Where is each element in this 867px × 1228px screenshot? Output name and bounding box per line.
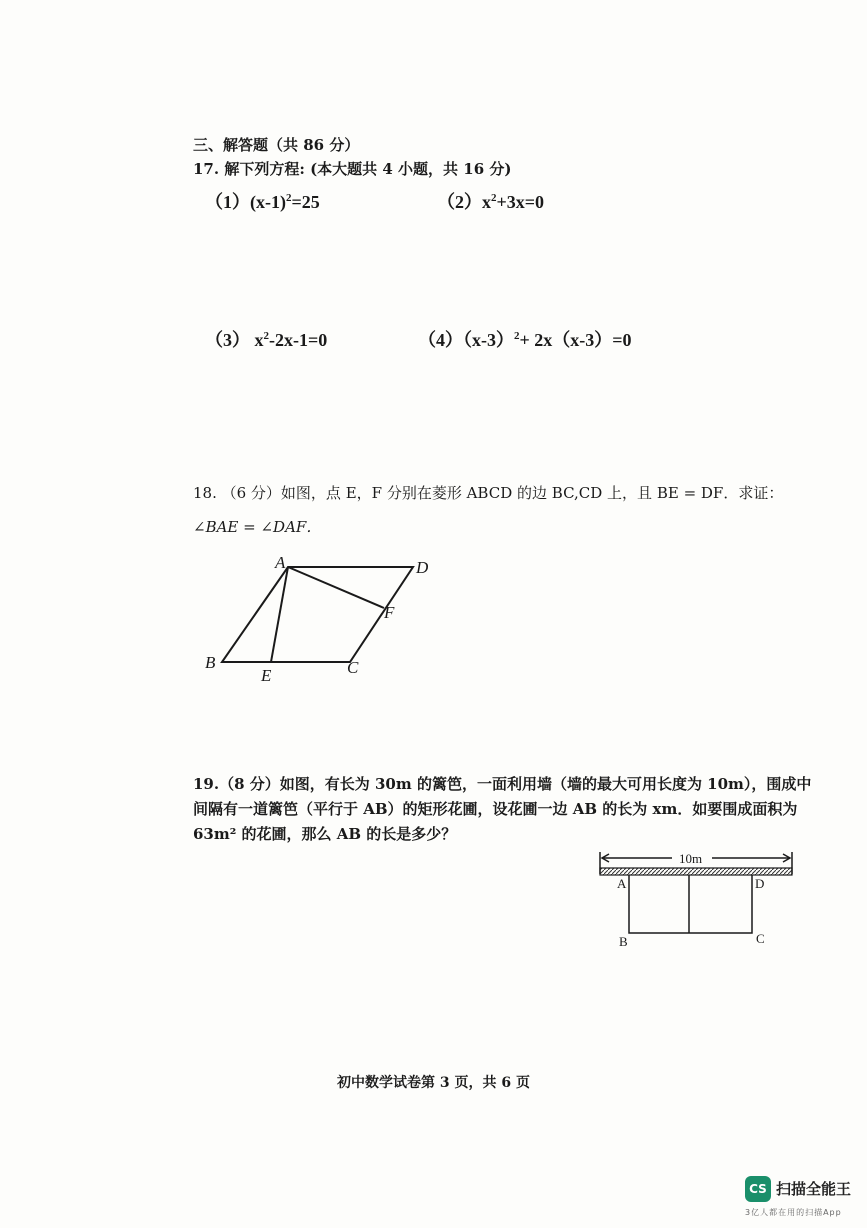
equation-3: （3） $x^2-2x-1=0$ [205, 330, 328, 350]
garden-fence [629, 875, 752, 933]
label-d: D [416, 558, 429, 577]
label-c: C [347, 658, 359, 677]
label-b: B [619, 934, 628, 949]
label-e: E [261, 666, 272, 685]
segment-ae [271, 567, 288, 662]
label-d: D [755, 876, 765, 891]
scanner-tagline: 3亿人都在用的扫描App [745, 1208, 842, 1217]
wall-length-label: 10m [679, 851, 703, 866]
scanner-app-name: 扫描全能王 [776, 1180, 852, 1198]
segment-af [288, 567, 384, 608]
label-a: A [275, 553, 286, 572]
rhombus-figure [195, 550, 445, 690]
section-heading: 三、解答题（共 86 分） [193, 136, 360, 154]
label-a: A [617, 876, 627, 891]
label-b: B [205, 653, 216, 672]
equation-4: $(4)(x-3)^2+ 2x(x-3)=0$ [418, 330, 632, 350]
label-c: C [756, 931, 765, 946]
question-18-claim: ∠BAE = ∠DAF． [193, 518, 322, 536]
label-f: F [384, 603, 395, 622]
question-18-text: 18. （6 分）如图，点 E，F 分别在菱形 ABCD 的边 BC,CD 上，且 BE = DF．求证： [193, 484, 784, 502]
page-footer: 初中数学试卷第 3 页，共 6 页 [337, 1075, 530, 1091]
question-17-heading: 17. 解下列方程: (本大题共 4 小题，共 16 分) [193, 160, 512, 178]
question-19-text: 19.（8 分）如图，有长为 30m 的篱笆，一面利用墙（墙的最大可用长度为 10m），围成中间隔有一道篱笆（平行于 AB）的矩形花圃，设花圃一边 AB 的长为 xm．如要围成面积为 63m² 的花圃，那么 AB 的长是多少？ [193, 775, 812, 843]
equation-1: $(1)(x-1)^2=25$ [205, 192, 320, 212]
equation-2: $(2)x^2+3x=0$ [437, 192, 545, 212]
camscanner-logo-icon: CS [745, 1176, 771, 1202]
garden-figure [592, 842, 802, 957]
wall [600, 868, 792, 875]
scanner-watermark [745, 1176, 855, 1222]
